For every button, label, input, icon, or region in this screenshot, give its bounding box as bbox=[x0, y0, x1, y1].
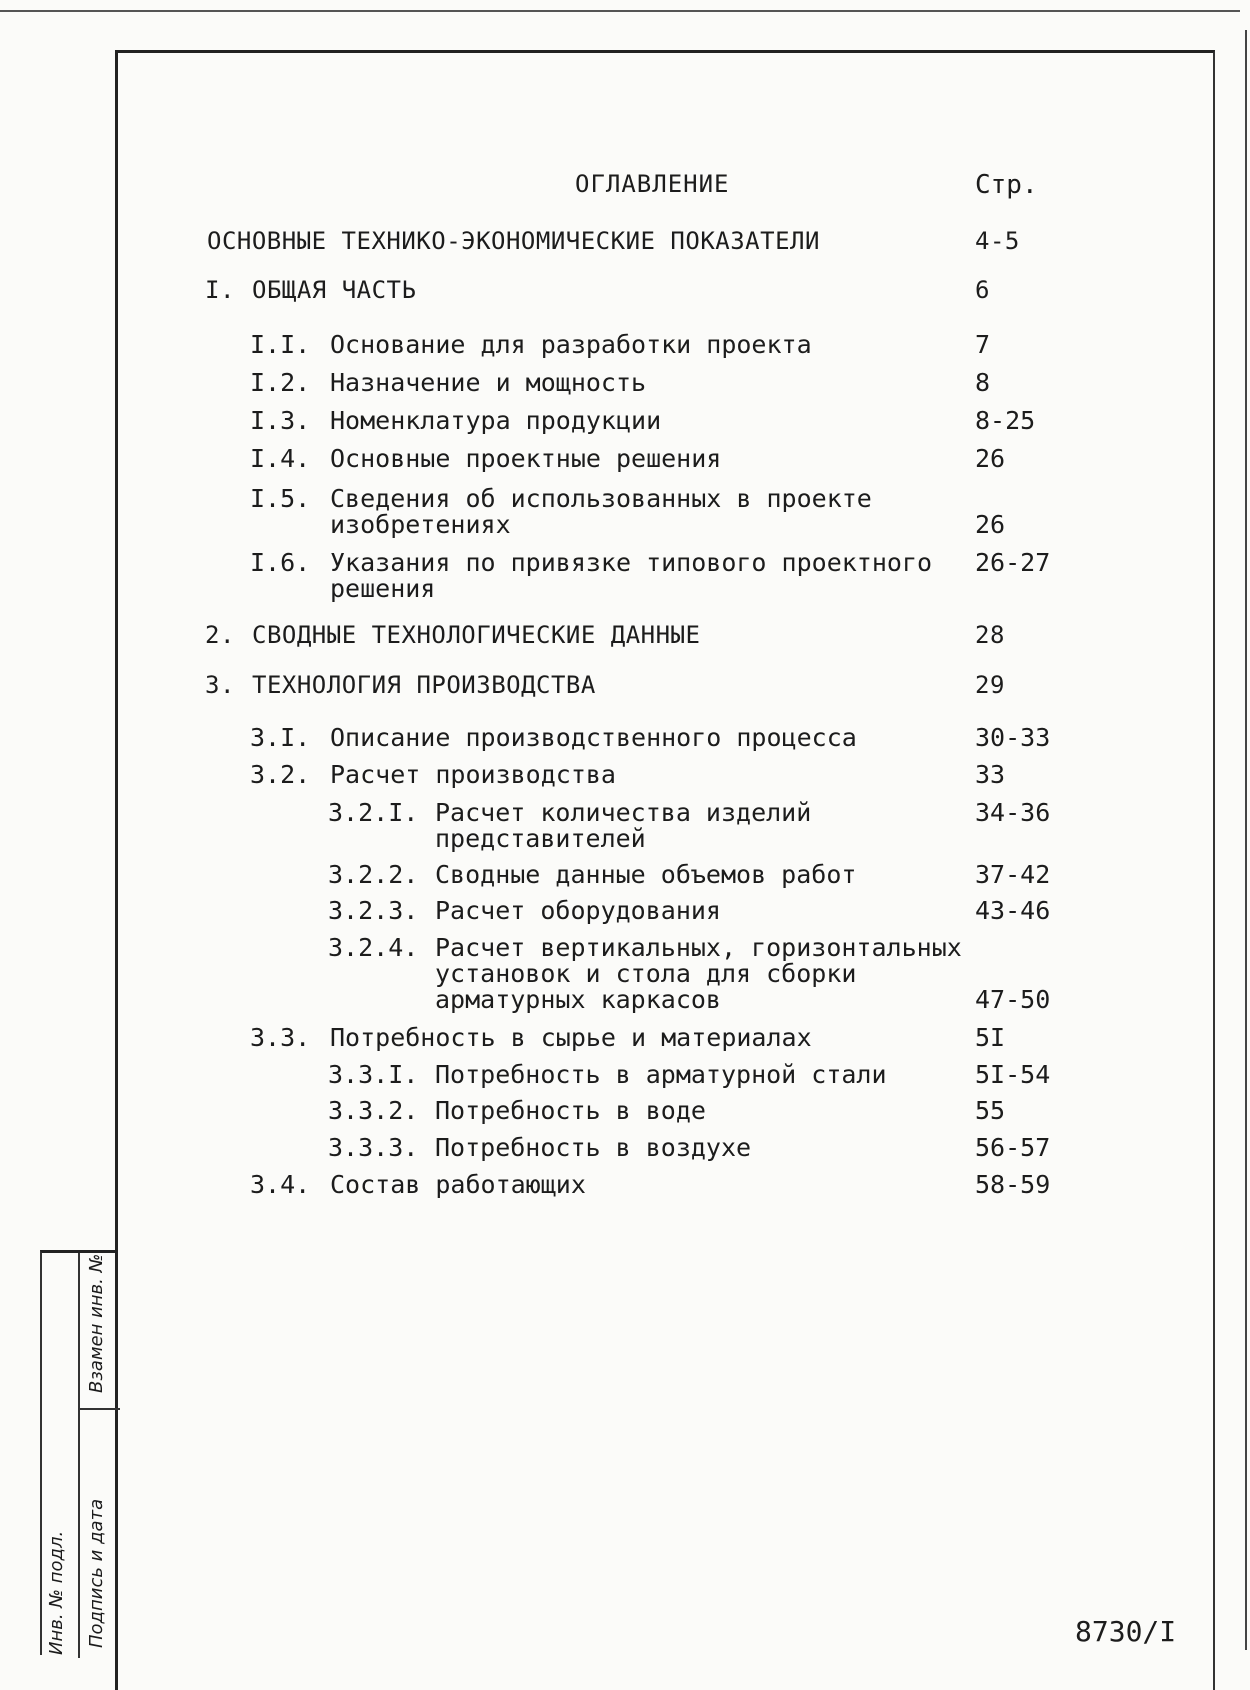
stamp-label-signature-date: Подпись и дата bbox=[86, 1498, 107, 1648]
toc-entry-title: Указания по привязке типового проектного решения bbox=[330, 548, 933, 603]
toc-entry-title: Сведения об использованных в проекте изобретениях bbox=[330, 484, 872, 539]
stamp-label-original-inv: Инв. № подл. bbox=[46, 1530, 67, 1655]
margin-stamp-table bbox=[40, 1250, 118, 1655]
toc-entry-page: 58-59 bbox=[975, 1170, 1051, 1199]
toc-entry-number: 3.I. bbox=[250, 723, 311, 752]
toc-entry-title: Описание производственного процесса bbox=[330, 723, 857, 752]
toc-entry-number: I.5. bbox=[250, 484, 311, 513]
stamp-label-replacement-inv: Взамен инв. № bbox=[86, 1253, 107, 1393]
toc-entry-page: 5I-54 bbox=[975, 1060, 1051, 1089]
toc-entry-page: 5I bbox=[975, 1023, 1006, 1052]
toc-entry-page: 29 bbox=[975, 671, 1005, 699]
toc-entry-number: I. bbox=[205, 276, 235, 304]
toc-entry-page: 26 bbox=[975, 510, 1006, 539]
toc-entry-number: 3.2.I. bbox=[328, 798, 419, 827]
toc-entry-page: 7 bbox=[975, 330, 991, 359]
toc-entry-number: I.I. bbox=[250, 330, 311, 359]
toc-entry-number: 3.2.4. bbox=[328, 933, 419, 962]
page-right-edge bbox=[1245, 30, 1247, 1650]
toc-entry-title: Номенклатура продукции bbox=[330, 406, 662, 435]
toc-entry-page: 8 bbox=[975, 368, 991, 397]
toc-entry-page: 33 bbox=[975, 760, 1006, 789]
toc-entry-title: Сводные данные объемов работ bbox=[435, 860, 857, 889]
toc-entry-number: 2. bbox=[205, 621, 235, 649]
toc-entry-number: 3.3.2. bbox=[328, 1096, 419, 1125]
toc-entry-page: 37-42 bbox=[975, 860, 1051, 889]
scan-top-line bbox=[0, 10, 1240, 12]
toc-entry-page: 4-5 bbox=[975, 227, 1020, 255]
toc-entry-title: Состав работающих bbox=[330, 1170, 586, 1199]
document-code: 8730/I bbox=[1075, 1615, 1177, 1648]
toc-entry-number: 3.2.2. bbox=[328, 860, 419, 889]
toc-entry-title: Потребность в арматурной стали bbox=[435, 1060, 887, 1089]
stamp-divider bbox=[78, 1253, 80, 1658]
toc-entry-number: 3.3.I. bbox=[328, 1060, 419, 1089]
toc-entry-title: Основание для разработки проекта bbox=[330, 330, 812, 359]
toc-entry-title: СВОДНЫЕ ТЕХНОЛОГИЧЕСКИЕ ДАННЫЕ bbox=[252, 621, 701, 649]
toc-entry-title: Потребность в воздухе bbox=[435, 1133, 752, 1162]
toc-entry-title: Расчет вертикальных, горизонтальных установок и стола для сборки арматурных каркасов bbox=[435, 933, 962, 1014]
toc-entry-page: 26-27 bbox=[975, 548, 1051, 577]
toc-entry-title: Основные проектные решения bbox=[330, 444, 722, 473]
toc-entry-number: 3.4. bbox=[250, 1170, 311, 1199]
toc-header bbox=[0, 170, 1250, 210]
toc-entry-page: 34-36 bbox=[975, 798, 1051, 827]
toc-entry-page: 47-50 bbox=[975, 985, 1051, 1014]
stamp-divider bbox=[80, 1408, 120, 1410]
toc-entry-page: 26 bbox=[975, 444, 1006, 473]
toc-entry-title: Расчет количества изделий представителей bbox=[435, 798, 812, 853]
toc-entry-number: I.4. bbox=[250, 444, 311, 473]
toc-entry-page: 55 bbox=[975, 1096, 1006, 1125]
toc-entry-title: ОБЩАЯ ЧАСТЬ bbox=[252, 276, 417, 304]
toc-entry-number: 3.3.3. bbox=[328, 1133, 419, 1162]
toc-entry-title: Потребность в сырье и материалах bbox=[330, 1023, 812, 1052]
page-column-label: Стр. bbox=[975, 170, 1038, 200]
toc-entry-page: 8-25 bbox=[975, 406, 1036, 435]
toc-entry-number: 3.2.3. bbox=[328, 896, 419, 925]
toc-entry-title: ТЕХНОЛОГИЯ ПРОИЗВОДСТВА bbox=[252, 671, 596, 699]
toc-entry-number: I.6. bbox=[250, 548, 311, 577]
toc-entry-number: 3. bbox=[205, 671, 235, 699]
toc-entry-number: 3.2. bbox=[250, 760, 311, 789]
toc-entry-page: 28 bbox=[975, 621, 1005, 649]
toc-entry-page: 43-46 bbox=[975, 896, 1051, 925]
toc-entry-number: I.3. bbox=[250, 406, 311, 435]
toc-entry-page: 56-57 bbox=[975, 1133, 1051, 1162]
toc-entry-title: Назначение и мощность bbox=[330, 368, 647, 397]
toc-entry-number: 3.3. bbox=[250, 1023, 311, 1052]
toc-entry-title: Расчет оборудования bbox=[435, 896, 721, 925]
toc-entry-title: ОСНОВНЫЕ ТЕХНИКО-ЭКОНОМИЧЕСКИЕ ПОКАЗАТЕЛИ bbox=[207, 227, 820, 255]
toc-entry-page: 30-33 bbox=[975, 723, 1051, 752]
toc-entry-page: 6 bbox=[975, 276, 990, 304]
page-title: ОГЛАВЛЕНИЕ bbox=[575, 170, 730, 198]
toc-entry-title: Расчет производства bbox=[330, 760, 616, 789]
toc-entry-number: I.2. bbox=[250, 368, 311, 397]
toc-entry-title: Потребность в воде bbox=[435, 1096, 706, 1125]
